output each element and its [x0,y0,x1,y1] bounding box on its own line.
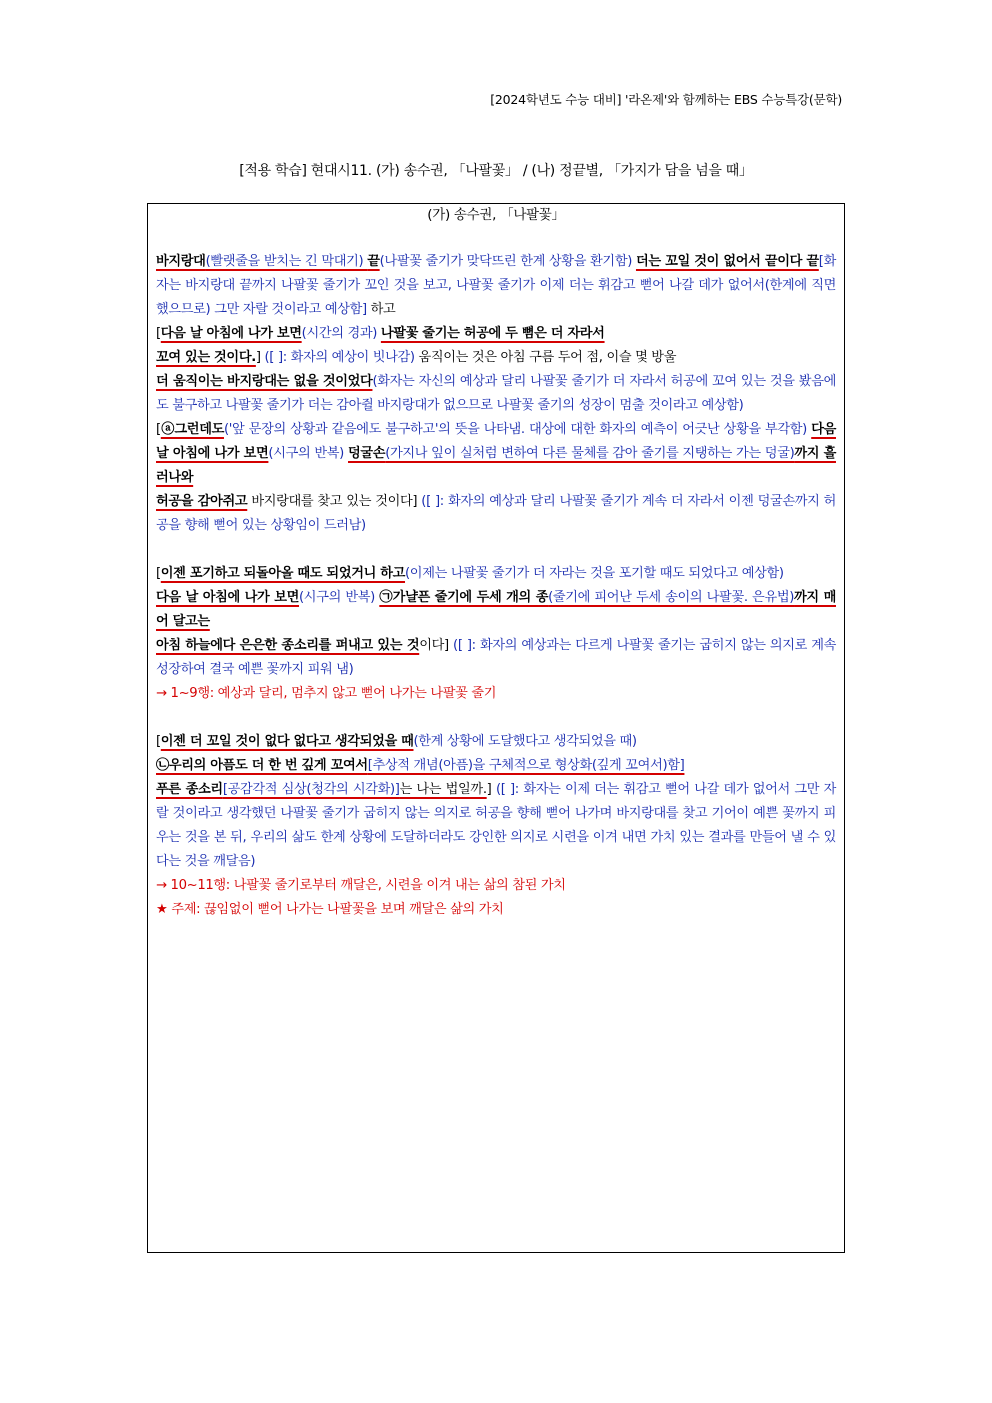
poem-text: ㉡우리의 아픔도 더 한 번 깊게 꼬여서 [156,758,368,773]
document-title: [적용 학습] 현대시11. (가) 송수권, 「나팔꽃」 / (나) 정끝별, 「가지가 담을 넘을 때」 [239,163,753,179]
poem-text: 이젠 포기하고 되돌아올 때도 되었거니 하고 [160,566,406,581]
summary-note: → 1~9행: 예상과 달리, 멈추지 않고 뻗어 나가는 나팔꽃 줄기 [156,686,497,701]
annotation: (빨랫줄을 받치는 긴 막대기) [205,254,368,269]
poem-annotation-box [147,203,845,1253]
annotation: ('앞 문장의 상황과 같음에도 불구하고'의 뜻을 나타냄. 대상에 대한 화자의 예측이 어긋난 상황을 부각함) [223,422,812,437]
annotation: [추상적 개념(아픔)을 구체적으로 형상화(깊게 꼬여서)함] [367,758,685,773]
stanza-1 [156,250,836,418]
annotation: ([ ]: 화자의 예상과는 다르게 나팔꽃 줄기는 굽히지 않는 의지로 계속 성장하여 결국 예쁜 꽃까지 피워 냄) [156,638,837,677]
poem-text: 더는 꼬일 것이 없어서 끝이다 끝 [635,254,819,269]
bracket: ] [444,638,454,653]
poem-text-plain: 움직이는 것은 아침 구름 두어 점, 이슬 몇 방울 [418,350,677,365]
poem-text-plain: 바지랑대를 찾고 있는 것이다 [247,494,413,509]
annotation: ([ ]: 화자의 예상과 달리 나팔꽃 줄기가 계속 더 자라서 이젠 덩굴손까지 허공을 향해 뻗어 있는 상황임이 드러남) [156,494,837,533]
bracket: [ [156,326,161,341]
poem-text: 바지랑대 [156,254,206,269]
summary-note: → 10~11행: 나팔꽃 줄기로부터 깨달은, 시련을 이겨 내는 삶의 참된 가치 [156,878,566,893]
poem-text: 까지 흘러나와 [156,446,836,485]
bracket: [ [156,566,161,581]
bracket: [ [156,734,161,749]
bracket: ] [255,350,265,365]
annotation: (줄기에 피어난 두세 송이의 나팔꽃. 은유법) [548,590,795,605]
stanza-2 [156,418,836,538]
page-header: [2024학년도 수능 대비] '라온제'와 함께하는 EBS 수능특강(문학) [490,92,842,107]
stanza-4 [156,730,836,922]
annotation: [화자는 바지랑대 끝까지 나팔꽃 줄기가 꼬인 것을 보고, 나팔꽃 줄기가 이제 더는 휘감고 뻗어 나갈 데가 없어서(한계에 직면했으므로) 그만 자랄 것이라고 예상함] [156,254,836,317]
poem-text: 더 움직이는 바지랑대는 없을 것이었다 [156,374,373,389]
poem-text: 덩굴손 [348,446,386,461]
poem-text: 다음 날 아침에 나가 보면 [156,590,300,605]
poem-text-plain: 는 나는 법일까. [399,782,487,797]
annotation: (시간의 경과) [301,326,381,341]
poem-text: 아침 하늘에다 은은한 종소리를 퍼내고 있는 것 [156,638,420,653]
annotation: (한계 상황에 도달했다고 생각되었을 때) [413,734,637,749]
poem-text: 허공을 감아쥐고 [156,494,248,509]
poem-text: 푸른 종소리 [156,782,223,797]
poem-text-plain: 이다 [419,638,444,653]
poem-text: 까지 매어 달고는 [156,590,836,629]
poem-text: 꼬여 있는 것이다. [156,350,256,365]
stanza-3 [156,562,836,706]
annotation: (시구의 반복) [299,590,380,605]
bracket: ] [486,782,496,797]
annotation: ([ ]: 화자의 예상이 빗나감) [264,350,419,365]
poem-text: ⓐ그런데도 [160,422,224,437]
annotation: ([ ]: 화자는 이제 더는 휘감고 뻗어 나갈 데가 없어서 그만 자랄 것이라고 생각했던 나팔꽃 줄기가 굽히지 않는 의지로 허공을 향해 뻗어 나가며 바지랑대를 찾고 기어이 예쁜 꽃까지 피우는 것을 본 뒤, 우리의 삶도 한계 상황에 도달하더라도 강인한 의지로 시련을 이겨 내면 가치 있는 결과를 만들어 낼 수 있다는 것을 깨달음) [156,782,836,869]
annotation: (이제는 나팔꽃 줄기가 더 자라는 것을 포기할 때도 되었다고 예상함) [405,566,784,581]
annotation: (화자는 자신의 예상과 달리 나팔꽃 줄기가 더 자라서 허공에 꼬여 있는 것을 봤음에도 불구하고 나팔꽃 줄기가 더는 감아쥘 바지랑대가 없으므로 나팔꽃 줄기의 성장이 멈출 것이라고 예상함) [156,374,836,413]
bracket: [ [156,422,161,437]
poem-text-plain: 하고 [370,302,396,317]
poem-text: 다음 날 아침에 나가 보면 [160,326,302,341]
annotation: (가지나 잎이 실처럼 변하여 다른 물체를 감아 줄기를 지탱하는 가는 덩굴) [385,446,795,461]
bracket: ] [412,494,422,509]
poem-text: ㉠가냘픈 줄기에 두세 개의 종 [379,590,549,605]
poem-text: 나팔꽃 줄기는 허공에 두 뼘은 더 자라서 [380,326,605,341]
annotation: (나팔꽃 줄기가 맞닥뜨린 한계 상황을 환기함) [379,254,636,269]
poem-text: 이젠 더 꼬일 것이 없다 없다고 생각되었을 때 [160,734,414,749]
theme-note: ★ 주제: 끊임없이 뻗어 나가는 나팔꽃을 보며 깨달은 삶의 가치 [156,902,504,917]
poem-text: 다음 날 아침에 나가 보면 [156,422,836,461]
poem-text: 끝 [367,254,380,269]
poem-title: (가) 송수권, 「나팔꽃」 [427,207,565,223]
annotation: [공감각적 심상(청각의 시각화)] [222,782,400,797]
annotation: (시구의 반복) [268,446,349,461]
